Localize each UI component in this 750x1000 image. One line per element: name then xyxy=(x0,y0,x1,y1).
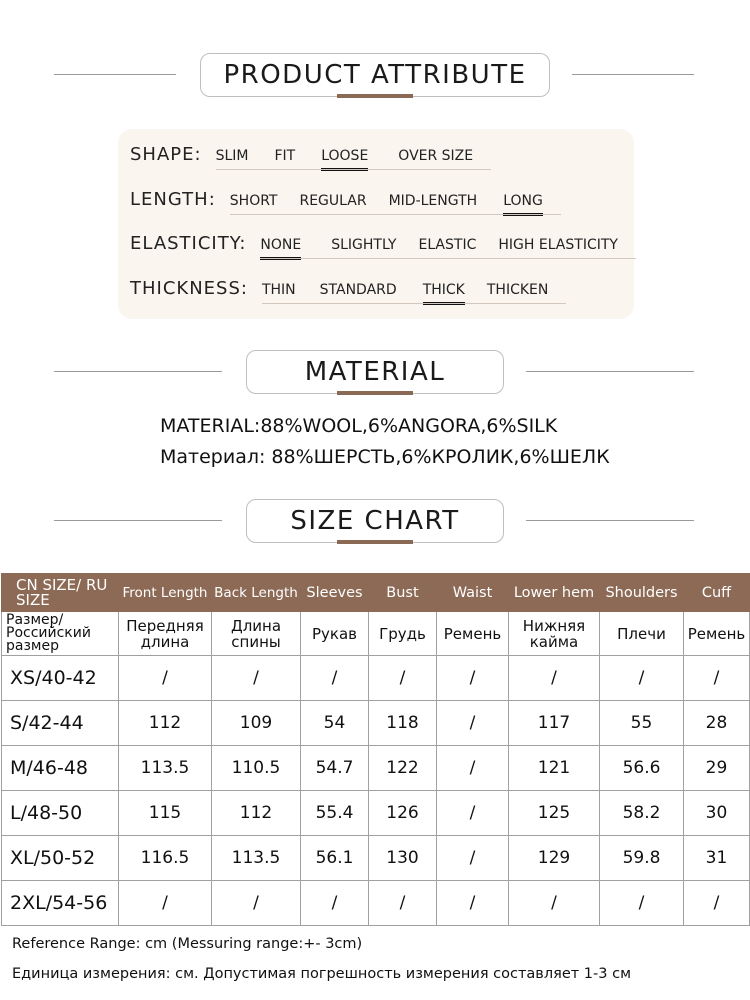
table-cell: 129 xyxy=(509,836,600,881)
table-cell: 54 xyxy=(301,701,369,746)
column-header-ru: Ремень xyxy=(437,612,509,656)
table-cell: 121 xyxy=(509,746,600,791)
attribute-label: SHAPE: xyxy=(130,144,202,165)
section-title-text: MATERIAL xyxy=(304,357,446,387)
table-cell: 110.5 xyxy=(212,746,301,791)
table-cell: 113.5 xyxy=(119,746,212,791)
table-cell: 130 xyxy=(369,836,437,881)
table-cell: 55.4 xyxy=(301,791,369,836)
column-header-ru: Рукав xyxy=(301,612,369,656)
attribute-panel xyxy=(118,129,634,319)
table-row xyxy=(2,881,750,926)
attribute-row-shape xyxy=(130,144,473,168)
table-cell: 122 xyxy=(369,746,437,791)
column-header-ru: Длина спины xyxy=(212,612,301,656)
table-cell: 56.6 xyxy=(600,746,684,791)
divider-line xyxy=(54,520,222,521)
table-cell: 30 xyxy=(684,791,750,836)
accent-bar xyxy=(337,391,413,395)
attribute-option-selected: LOOSE xyxy=(321,148,369,164)
size-cell: XL/50-52 xyxy=(2,836,119,881)
table-cell: 125 xyxy=(509,791,600,836)
attribute-option: OVER SIZE xyxy=(398,148,474,164)
table-cell: / xyxy=(119,881,212,926)
size-cell: XS/40-42 xyxy=(2,656,119,701)
table-cell: 118 xyxy=(369,701,437,746)
column-header-ru: Передняя длина xyxy=(119,612,212,656)
attribute-option: THIN xyxy=(261,282,296,298)
table-row xyxy=(2,701,750,746)
column-header: Cuff xyxy=(684,574,750,612)
column-header-ru: Нижняя кайма xyxy=(509,612,600,656)
table-row xyxy=(2,791,750,836)
size-cell: S/42-44 xyxy=(2,701,119,746)
column-header: Sleeves xyxy=(301,574,369,612)
table-cell: 112 xyxy=(119,701,212,746)
divider-line xyxy=(526,371,694,372)
table-cell: 59.8 xyxy=(600,836,684,881)
attribute-option-selected: LONG xyxy=(503,193,543,209)
table-cell: / xyxy=(600,656,684,701)
table-cell: 116.5 xyxy=(119,836,212,881)
divider-line xyxy=(572,74,694,75)
table-header-row xyxy=(2,574,750,612)
table-cell: 29 xyxy=(684,746,750,791)
table-cell: / xyxy=(509,656,600,701)
accent-bar xyxy=(337,540,413,544)
table-cell: / xyxy=(437,791,509,836)
table-cell: / xyxy=(437,656,509,701)
attribute-option: THICKEN xyxy=(486,282,549,298)
table-cell: 54.7 xyxy=(301,746,369,791)
material-text-ru: Материал: 88%ШЕРСТЬ,6%КРОЛИК,6%ШЕЛК xyxy=(160,446,610,468)
table-cell: 115 xyxy=(119,791,212,836)
attribute-option: SHORT xyxy=(229,193,278,209)
column-header: Back Length xyxy=(212,574,301,612)
table-cell: / xyxy=(600,881,684,926)
attribute-option-selected: NONE xyxy=(260,237,302,253)
attribute-label: THICKNESS: xyxy=(130,278,248,299)
attribute-row-elasticity xyxy=(130,233,618,257)
table-cell: / xyxy=(684,656,750,701)
column-header-ru: Размер/ Российский размер xyxy=(2,612,119,656)
table-cell: / xyxy=(437,746,509,791)
section-title-text: SIZE CHART xyxy=(290,506,460,536)
table-header-row-ru xyxy=(2,612,750,656)
table-cell: / xyxy=(212,881,301,926)
section-title-attribute xyxy=(200,53,550,97)
table-cell: / xyxy=(684,881,750,926)
column-header: CN SIZE/ RU SIZE xyxy=(2,574,119,612)
table-row xyxy=(2,656,750,701)
table-cell: / xyxy=(301,656,369,701)
table-cell: 55 xyxy=(600,701,684,746)
attribute-label: LENGTH: xyxy=(130,189,216,210)
reference-note-en: Reference Range: cm (Messuring range:+- 3cm) xyxy=(12,936,363,952)
table-cell: 109 xyxy=(212,701,301,746)
column-header: Waist xyxy=(437,574,509,612)
table-cell: / xyxy=(369,656,437,701)
table-cell: / xyxy=(212,656,301,701)
attribute-option: SLIGHTLY xyxy=(331,237,397,253)
table-cell: 126 xyxy=(369,791,437,836)
column-header-ru: Ремень xyxy=(684,612,750,656)
table-cell: 117 xyxy=(509,701,600,746)
table-cell: / xyxy=(437,701,509,746)
table-row xyxy=(2,836,750,881)
size-cell: L/48-50 xyxy=(2,791,119,836)
attribute-option-selected: THICK xyxy=(422,282,465,298)
column-header: Lower hem xyxy=(509,574,600,612)
size-chart-table xyxy=(1,573,750,926)
attribute-option: STANDARD xyxy=(319,282,397,298)
attribute-option: HIGH ELASTICITY xyxy=(498,237,618,253)
column-header: Bust xyxy=(369,574,437,612)
column-header-ru: Плечи xyxy=(600,612,684,656)
table-cell: 113.5 xyxy=(212,836,301,881)
attribute-label: ELASTICITY: xyxy=(130,233,247,254)
divider-line xyxy=(526,520,694,521)
attribute-option: ELASTIC xyxy=(418,237,477,253)
table-cell: / xyxy=(301,881,369,926)
size-cell: M/46-48 xyxy=(2,746,119,791)
table-cell: / xyxy=(437,881,509,926)
table-cell: 58.2 xyxy=(600,791,684,836)
column-header: Front Length xyxy=(119,574,212,612)
section-title-size-chart xyxy=(246,499,504,543)
column-header: Shoulders xyxy=(600,574,684,612)
column-header-ru: Грудь xyxy=(369,612,437,656)
divider-line xyxy=(54,371,222,372)
reference-note-ru: Единица измерения: см. Допустимая погрешность измерения составляет 1-3 см xyxy=(12,966,632,982)
attribute-row-thickness xyxy=(130,278,548,302)
attribute-option: FIT xyxy=(274,148,296,164)
table-cell: 112 xyxy=(212,791,301,836)
table-cell: 28 xyxy=(684,701,750,746)
attribute-option: MID-LENGTH xyxy=(388,193,478,209)
section-title-text: PRODUCT ATTRIBUTE xyxy=(223,60,527,90)
table-cell: / xyxy=(369,881,437,926)
attribute-option: REGULAR xyxy=(299,193,367,209)
table-cell: / xyxy=(119,656,212,701)
section-title-material xyxy=(246,350,504,394)
size-cell: 2XL/54-56 xyxy=(2,881,119,926)
accent-bar xyxy=(337,94,413,98)
table-cell: 56.1 xyxy=(301,836,369,881)
table-cell: 31 xyxy=(684,836,750,881)
table-row xyxy=(2,746,750,791)
table-cell: / xyxy=(437,836,509,881)
attribute-row-length xyxy=(130,189,543,213)
material-text-en: MATERIAL:88%WOOL,6%ANGORA,6%SILK xyxy=(160,415,558,437)
attribute-option: SLIM xyxy=(215,148,249,164)
divider-line xyxy=(54,74,176,75)
table-cell: / xyxy=(509,881,600,926)
